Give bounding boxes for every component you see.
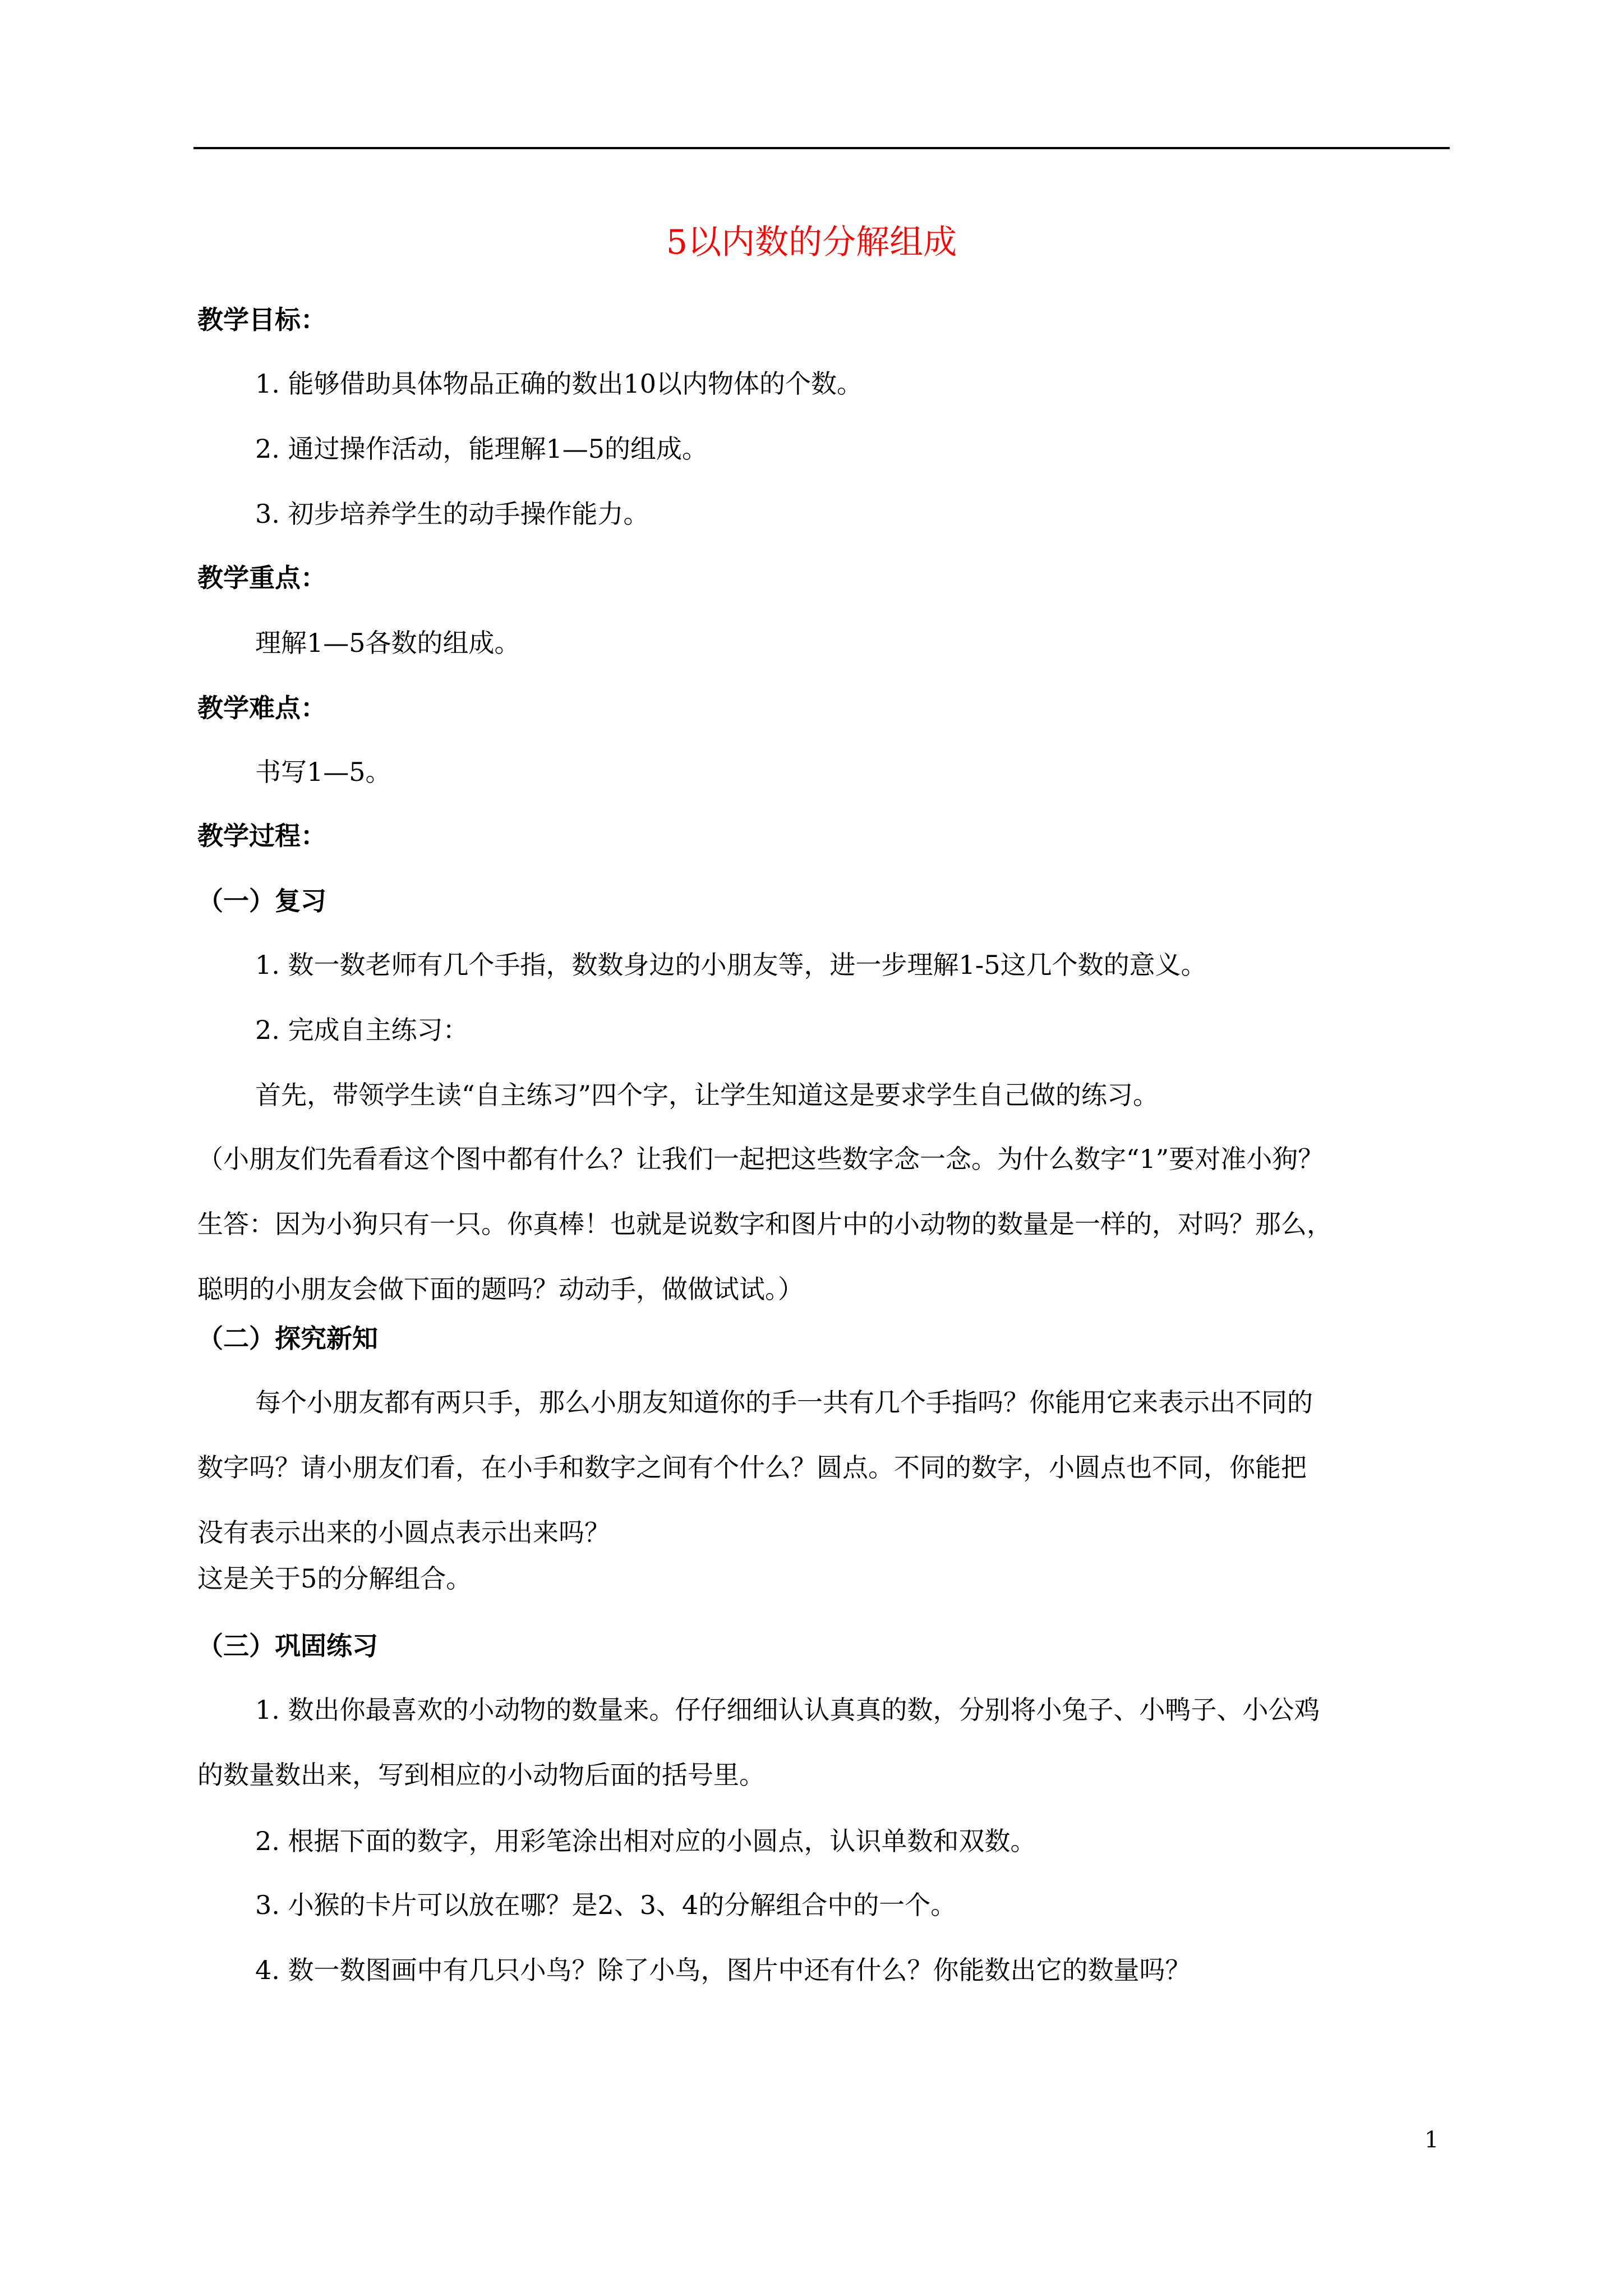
review-item-2: 2. 完成自主练习： xyxy=(255,1015,469,1045)
objectives-heading: 教学目标： xyxy=(197,305,326,335)
review-item-1: 1. 数一数老师有几个手指，数数身边的小朋友等，进一步理解1-5这几个数的意义。 xyxy=(255,950,1207,980)
review-note-line: 生答：因为小狗只有一只。你真棒！也就是说数字和图片中的小动物的数量是一样的，对吗？那么， xyxy=(197,1209,1332,1239)
key-points-text: 理解1—5各数的组成。 xyxy=(255,628,520,658)
header-rule xyxy=(193,147,1450,149)
explore-paragraph xyxy=(197,1370,1454,1565)
explore-line: 数字吗？请小朋友们看，在小手和数字之间有个什么？圆点。不同的数字，小圆点也不同，你能把 xyxy=(197,1452,1307,1483)
objective-item-3: 3. 初步培养学生的动手操作能力。 xyxy=(255,499,649,529)
process-heading: 教学过程： xyxy=(197,821,326,851)
key-points-heading: 教学重点： xyxy=(197,563,326,593)
objective-item-1: 1. 能够借助具体物品正确的数出10以内物体的个数。 xyxy=(255,369,863,399)
practice-item-1 xyxy=(197,1677,1454,1807)
review-note-line: 聪明的小朋友会做下面的题吗？动动手，做做试试。） xyxy=(197,1274,804,1304)
review-note xyxy=(197,1126,1454,1322)
review-note-line: （小朋友们先看看这个图中都有什么？让我们一起把这些数字念一念。为什么数字“1”要对准小狗？ xyxy=(197,1144,1324,1174)
objective-item-2: 2. 通过操作活动，能理解1—5的组成。 xyxy=(255,434,708,464)
practice-heading: （三）巩固练习 xyxy=(197,1631,378,1661)
explore-heading: （二）探究新知 xyxy=(197,1323,378,1354)
explore-summary: 这是关于5的分解组合。 xyxy=(197,1563,472,1594)
page-number: 1 xyxy=(1424,2127,1439,2153)
practice-item-2: 2. 根据下面的数字，用彩笔涂出相对应的小圆点，认识单数和双数。 xyxy=(255,1826,1036,1856)
practice-item-4: 4. 数一数图画中有几只小鸟？除了小鸟，图片中还有什么？你能数出它的数量吗？ xyxy=(255,1955,1191,1985)
difficulties-heading: 教学难点： xyxy=(197,693,326,723)
difficulties-text: 书写1—5。 xyxy=(255,757,391,787)
practice-item-1-line: 的数量数出来，写到相应的小动物后面的括号里。 xyxy=(197,1760,765,1790)
practice-item-1-line: 1. 数出你最喜欢的小动物的数量来。仔仔细细认认真真的数，分别将小兔子、小鸭子、小公鸡 xyxy=(255,1695,1320,1725)
explore-line: 没有表示出来的小圆点表示出来吗？ xyxy=(197,1517,610,1548)
explore-line: 每个小朋友都有两只手，那么小朋友知道你的手一共有几个手指吗？你能用它来表示出不同的 xyxy=(255,1387,1313,1418)
practice-item-3: 3. 小猴的卡片可以放在哪？是2、3、4的分解组合中的一个。 xyxy=(255,1890,957,1920)
document-title: 5以内数的分解组成 xyxy=(666,223,957,262)
review-heading: （一）复习 xyxy=(197,886,326,916)
review-first: 首先，带领学生读“自主练习”四个字，让学生知道这是要求学生自己做的练习。 xyxy=(255,1080,1159,1110)
